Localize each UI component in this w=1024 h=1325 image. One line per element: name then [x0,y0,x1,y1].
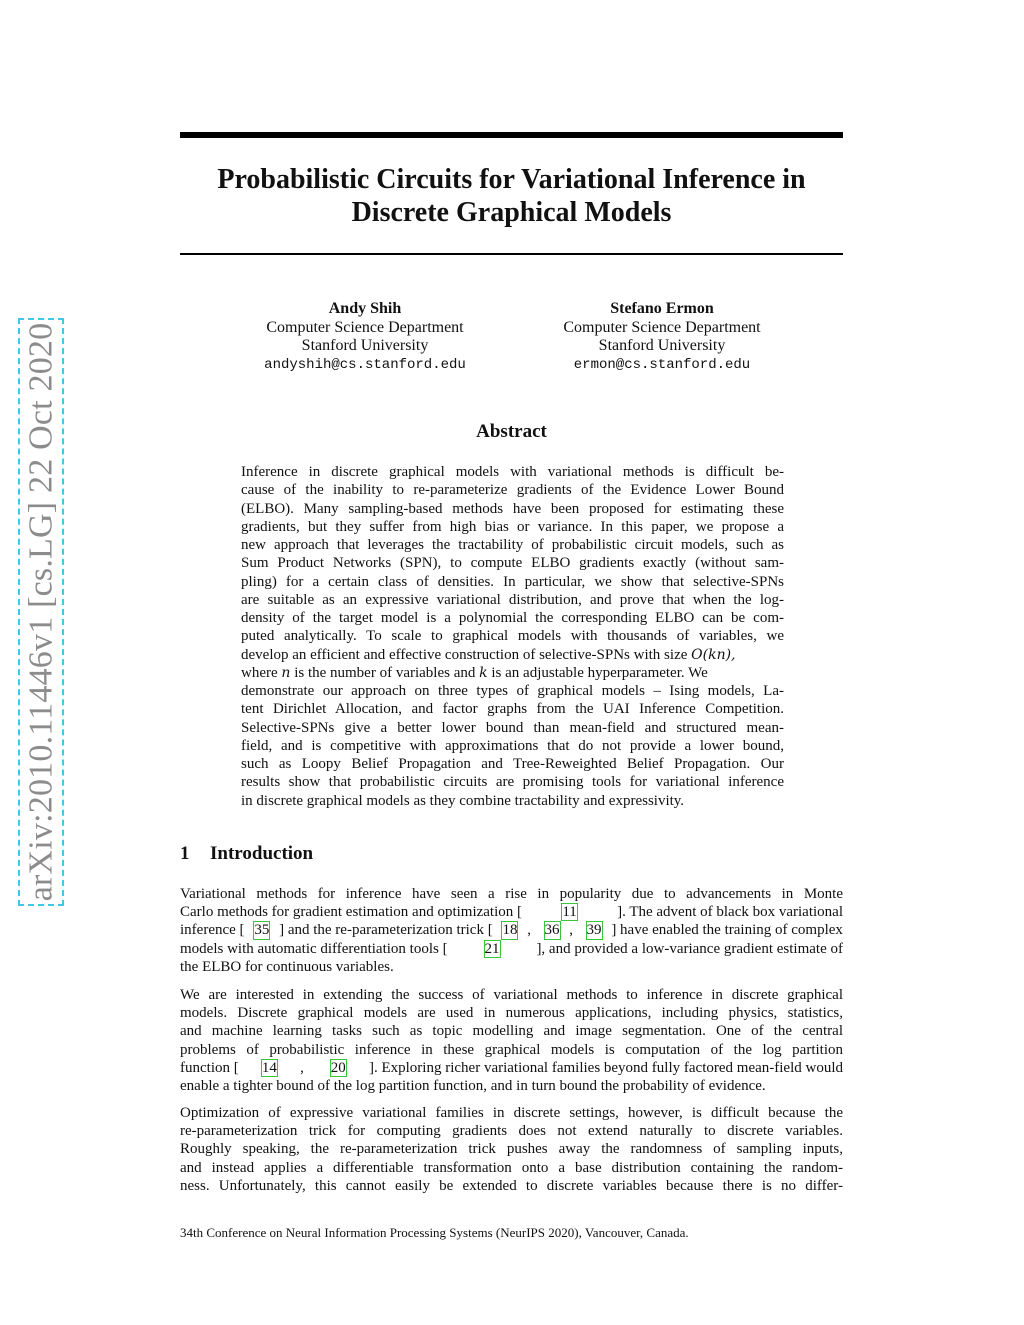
arxiv-id[interactable]: arXiv:2010.11446v1 [cs.LG] 22 Oct 2020 [22,322,60,902]
abstract-line: such as Loopy Belief Propagation and Tree-Reweighted Belief Propagation. Our [241,756,784,772]
citation-link[interactable]: 39 [586,922,602,939]
abstract-text: where [241,664,282,681]
abstract-line: Selective-SPNs give a better lower bound than mean-field and structured mean- [241,719,784,736]
title-line: Discrete Graphical Models [351,197,672,228]
author-department: Computer Science Department [266,318,464,336]
paragraph-line: enable a tighter bound of the log partition function, and in turn bound the probability of evidence. [180,1077,766,1094]
intro-paragraph-1 [180,885,843,976]
abstract-heading: Abstract [476,421,547,442]
paragraph-line: and instead applies a differentiable transformation onto a base distribution containing the random- [180,1159,843,1176]
paragraph-line: problems of probabilistic inference in these graphical models is computation of the log partition [180,1041,843,1058]
title-rule-bottom [180,253,843,255]
paragraph-line: Optimization of expressive variational families in discrete settings, however, is difficult because the [180,1105,843,1121]
citation-link[interactable]: 35 [254,922,270,939]
abstract-line: in discrete graphical models as they combine tractability and expressivity. [241,792,685,809]
paragraph-line [180,940,843,958]
abstract-text: develop an efficient and effective construction of selective-SPNs with size [241,646,692,663]
abstract-line: pling) for a certain class of densities. In particular, we show that selective-SPNs [241,573,784,590]
paragraph-text: Carlo methods for gradient estimation and optimization [ [180,904,523,921]
abstract-text: is an adjustable hyperparameter. We [487,664,708,681]
paragraph-text: ] have enabled the training of complex [611,922,843,939]
abstract-line: Inference in discrete graphical models with variational methods is difficult be- [241,464,784,480]
paragraph-line: Variational methods for inference have seen a rise in popularity due to advancements in Monte [180,886,843,902]
abstract-line [241,646,784,664]
math-complexity: O(kn), [691,646,736,663]
author-university: Stanford University [301,337,429,354]
section-title: Introduction [210,843,314,864]
paragraph-line: and machine learning tasks such as topic modelling and image segmentation. One of the central [180,1023,843,1040]
citation-link[interactable]: 11 [562,904,577,921]
abstract-line: (ELBO). Many sampling-based methods have been proposed for estimating these [241,500,784,517]
paragraph-text: ] and the re-parameterization trick [ [279,922,493,939]
section-number: 1 [180,843,190,864]
paragraph-text: models with automatic differentiation tools [ [180,940,448,957]
author-email[interactable]: ermon@cs.stanford.edu [573,356,751,373]
author-block-1 [215,300,515,374]
paragraph-line: models. Discrete graphical models are used in numerous applications, including physics, statistics, [180,1005,843,1022]
paragraph-text: function [ [180,1059,239,1076]
math-n: n [281,664,291,681]
author-block-2 [512,300,812,374]
citation-link[interactable]: 14 [261,1059,277,1076]
abstract-line: are suitable as an expressive variational distribution, and prove that when the log- [241,591,784,608]
intro-paragraph-2 [180,986,843,1095]
author-name: Andy Shih [328,300,402,317]
paragraph-line: re-parameterization trick for computing gradients does not extend naturally to discrete variables. [180,1123,843,1140]
abstract-body [241,463,784,810]
conference-footnote: 34th Conference on Neural Information Processing Systems (NeurIPS 2020), Vancouver, Canada. [180,1225,689,1240]
citation-link[interactable]: 18 [502,922,518,939]
paragraph-line: the ELBO for continuous variables. [180,958,394,975]
paragraph-text: , [569,922,577,939]
abstract-line: results show that probabilistic circuits are promising tools for variational inference [241,774,784,791]
author-email[interactable]: andyshih@cs.stanford.edu [264,356,466,373]
section-heading [180,843,313,865]
author-name: Stefano Ermon [610,300,714,317]
abstract-line: new approach that leverages the tractability of probabilistic circuit models, such as [241,537,784,553]
author-department: Computer Science Department [563,318,761,336]
abstract-line: puted analytically. To scale to graphical models with thousands of variables, we [241,628,784,645]
paragraph-text: , [300,1059,308,1076]
abstract-line: cause of the inability to re-parameterize gradients of the Evidence Lower Bound [241,482,784,499]
paragraph-line [180,903,843,921]
abstract-text: is the number of variables and [290,664,480,681]
abstract-line: tent Dirichlet Allocation, and factor graphs from the UAI Inference Competition. [241,701,784,718]
abstract-line: density of the target model is a polynomial the corresponding ELBO can be com- [241,610,784,626]
intro-paragraph-3 [180,1104,843,1195]
citation-link[interactable]: 20 [330,1059,346,1076]
paragraph-line: ness. Unfortunately, this cannot easily be extended to discrete variables because there is no differ- [180,1177,843,1194]
abstract-line: demonstrate our approach on three types of graphical models – Ising models, La- [241,683,784,699]
abstract-line: gradients, but they suffer from high bias or variance. In this paper, we propose a [241,518,784,535]
arxiv-stamp[interactable] [18,318,64,906]
paragraph-line: We are interested in extending the success of variational methods to inference in discrete graphical [180,987,843,1003]
abstract-line: field, and is competitive with approximations that do not provide a lower bound, [241,737,784,754]
paragraph-text: ]. The advent of black box variational [617,904,843,921]
paragraph-text: ], and provided a low-variance gradient estimate of [536,940,843,957]
paragraph-text: , [527,922,535,939]
paragraph-line [180,1059,843,1077]
title-rule-top [180,132,843,138]
author-university: Stanford University [598,337,726,354]
paragraph-text: ]. Exploring richer variational families beyond fully factored mean-field would [368,1059,843,1076]
paper-title [180,163,843,229]
abstract-line: Sum Product Networks (SPN), to compute ELBO gradients exactly (without sam- [241,555,784,572]
paragraph-line: Roughly speaking, the re-parameterization trick pushes away the randomness of sampling inputs, [180,1141,843,1158]
paragraph-text: inference [ [180,922,245,939]
math-k: k [479,664,488,681]
citation-link[interactable]: 36 [544,922,560,939]
citation-link[interactable]: 21 [484,940,500,957]
title-line: Probabilistic Circuits for Variational Inference in [217,164,806,195]
abstract-line [241,664,784,682]
paragraph-line [180,921,843,939]
